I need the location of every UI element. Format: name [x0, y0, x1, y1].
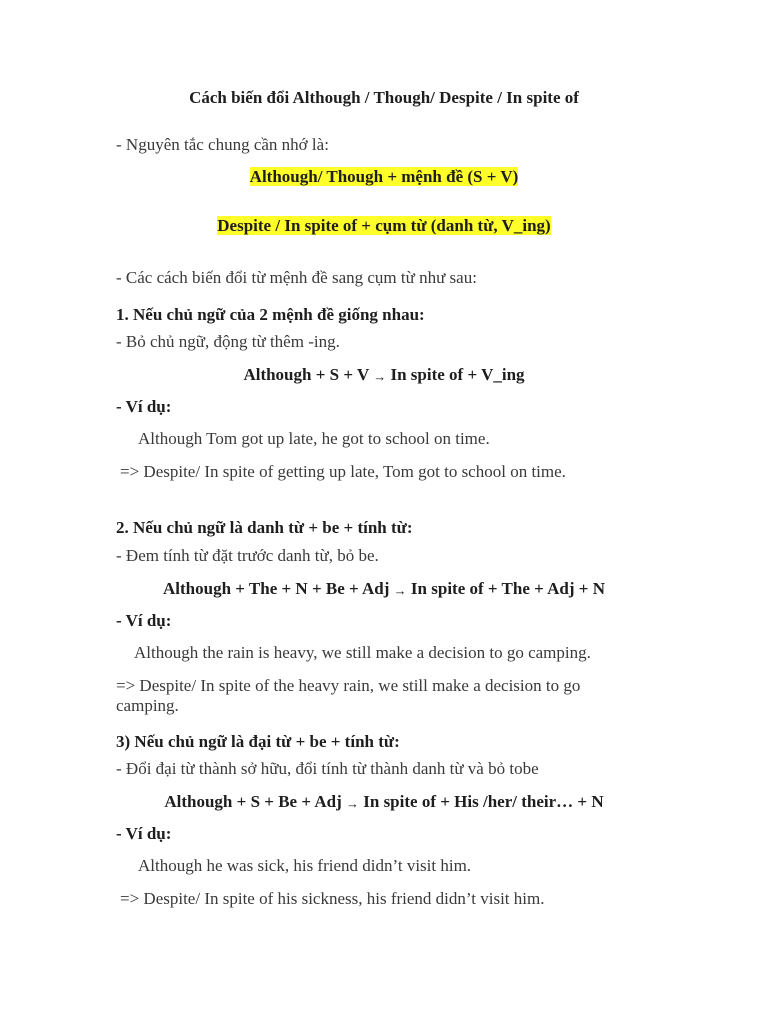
section-1-formula-left: Although + S + V [243, 365, 369, 384]
arrow-icon: → [346, 796, 359, 811]
section-2-formula [0, 579, 768, 600]
page-title: Cách biến đổi Although / Though/ Despite / In spite of [189, 88, 579, 107]
rule-although-right: mệnh đề (S + V) [401, 167, 519, 186]
section-2-formula-right: In spite of + The + Adj + N [410, 579, 605, 598]
section-2-formula-left: Although + The + N + Be + Adj [163, 579, 390, 598]
section-3-example-label: - Ví dụ: [116, 824, 172, 843]
intro-text: - Nguyên tắc chung cần nhớ là: [116, 135, 329, 154]
rule-despite-text: Despite / In spite of + cụm từ (danh từ, V_ing) [217, 216, 551, 235]
section-1-example: Although Tom got up late, he got to school on time. [138, 429, 490, 448]
rule-despite [0, 216, 768, 236]
rule-although [0, 167, 768, 187]
rule-although-left: Although/ Though + [249, 167, 402, 186]
arrow-icon: → [373, 369, 387, 384]
section-2-example-label: - Ví dụ: [116, 611, 172, 630]
section-3-result: => Despite/ In spite of his sickness, his friend didn’t visit him. [120, 889, 545, 908]
methods-intro-text: - Các cách biến đổi từ mệnh đề sang cụm từ như sau: [116, 268, 477, 287]
section-2-result: => Despite/ In spite of the heavy rain, we still make a decision to go camping. [116, 676, 581, 715]
section-3-heading: 3) Nếu chủ ngữ là đại từ + be + tính từ: [116, 732, 400, 751]
section-3-formula-right: In spite of + His /her/ their… + N [363, 792, 604, 811]
section-1-instruction: - Bỏ chủ ngữ, động từ thêm -ing. [116, 332, 340, 351]
section-2-example: Although the rain is heavy, we still make a decision to go camping. [134, 643, 591, 662]
section-1-result: => Despite/ In spite of getting up late, Tom got to school on time. [120, 462, 566, 481]
section-3-example: Although he was sick, his friend didn’t visit him. [138, 856, 472, 875]
section-1-example-label: - Ví dụ: [116, 397, 172, 416]
section-1-formula-right: In spite of + V_ing [390, 365, 525, 384]
section-1-heading: 1. Nếu chủ ngữ của 2 mệnh đề giống nhau: [116, 305, 425, 324]
section-3-formula-left: Although + S + Be + Adj [164, 792, 342, 811]
arrow-icon: → [393, 583, 407, 598]
section-2-heading: 2. Nếu chủ ngữ là danh từ + be + tính từ: [116, 518, 413, 537]
section-3-instruction: - Đổi đại từ thành sở hữu, đổi tính từ thành danh từ và bỏ tobe [116, 759, 539, 778]
section-1-formula [0, 365, 768, 386]
section-2-instruction: - Đem tính từ đặt trước danh từ, bỏ be. [116, 546, 379, 565]
section-3-formula [0, 792, 768, 813]
